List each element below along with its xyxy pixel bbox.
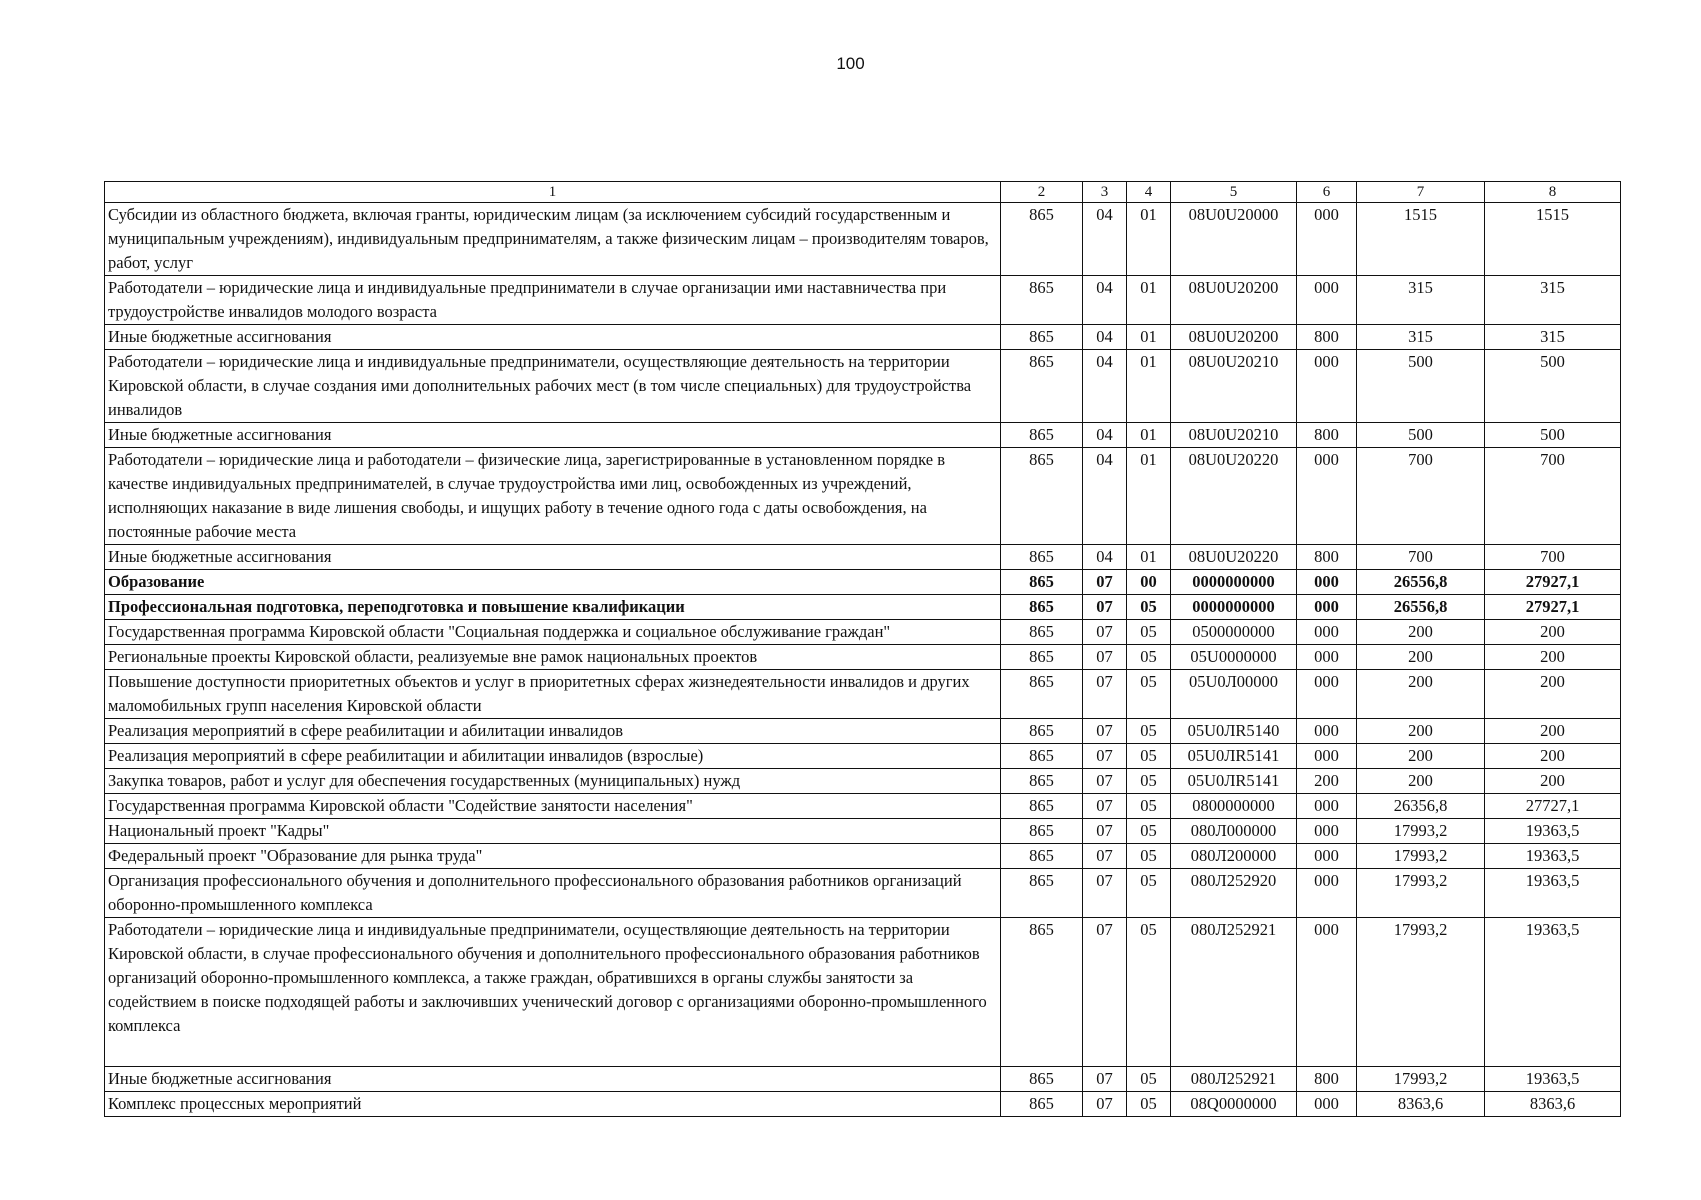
target-article-cell: 080Л200000 [1171,844,1297,869]
target-article-cell: 0500000000 [1171,620,1297,645]
amount-year1-cell: 200 [1357,645,1485,670]
amount-year2-cell: 500 [1485,350,1621,423]
table-row [105,769,1621,794]
table-row [105,350,1621,423]
admin-code-cell: 865 [1001,670,1083,719]
subsection-cell: 05 [1127,744,1171,769]
row-name-cell: Профессиональная подготовка, переподготовка и повышение квалификации [105,595,1001,620]
table-row [105,794,1621,819]
header-cell: 2 [1001,182,1083,203]
target-article-cell: 05U0ЛR5141 [1171,744,1297,769]
amount-year2-cell: 27927,1 [1485,570,1621,595]
amount-year1-cell: 500 [1357,423,1485,448]
amount-year2-cell: 315 [1485,325,1621,350]
target-article-cell: 08Q0000000 [1171,1092,1297,1117]
table-row [105,819,1621,844]
header-cell: 6 [1297,182,1357,203]
subsection-cell: 05 [1127,869,1171,918]
amount-year1-cell: 26556,8 [1357,570,1485,595]
table-row [105,1067,1621,1092]
admin-code-cell: 865 [1001,819,1083,844]
table-row [105,423,1621,448]
amount-year2-cell: 700 [1485,545,1621,570]
amount-year2-cell: 19363,5 [1485,1067,1621,1092]
expense-type-cell: 000 [1297,276,1357,325]
expense-type-cell: 000 [1297,670,1357,719]
header-cell: 5 [1171,182,1297,203]
amount-year2-cell: 500 [1485,423,1621,448]
expense-type-cell: 000 [1297,645,1357,670]
subsection-cell: 01 [1127,350,1171,423]
admin-code-cell: 865 [1001,844,1083,869]
row-name-cell: Иные бюджетные ассигнования [105,325,1001,350]
row-name-cell: Региональные проекты Кировской области, реализуемые вне рамок национальных проектов [105,645,1001,670]
admin-code-cell: 865 [1001,744,1083,769]
target-article-cell: 05U0Л00000 [1171,670,1297,719]
target-article-cell: 08U0U20220 [1171,545,1297,570]
amount-year1-cell: 315 [1357,276,1485,325]
amount-year1-cell: 17993,2 [1357,918,1485,1067]
amount-year2-cell: 1515 [1485,203,1621,276]
section-cell: 07 [1083,819,1127,844]
target-article-cell: 0000000000 [1171,570,1297,595]
expense-type-cell: 800 [1297,423,1357,448]
expense-type-cell: 800 [1297,325,1357,350]
target-article-cell: 08U0U20210 [1171,350,1297,423]
section-cell: 07 [1083,1092,1127,1117]
admin-code-cell: 865 [1001,645,1083,670]
target-article-cell: 05U0000000 [1171,645,1297,670]
table-row [105,448,1621,545]
section-cell: 07 [1083,869,1127,918]
target-article-cell: 0800000000 [1171,794,1297,819]
target-article-cell: 08U0U20200 [1171,325,1297,350]
admin-code-cell: 865 [1001,620,1083,645]
subsection-cell: 05 [1127,620,1171,645]
table-row [105,744,1621,769]
amount-year2-cell: 19363,5 [1485,869,1621,918]
row-name-cell: Национальный проект "Кадры" [105,819,1001,844]
amount-year2-cell: 19363,5 [1485,844,1621,869]
subsection-cell: 01 [1127,448,1171,545]
subsection-cell: 05 [1127,645,1171,670]
table-row [105,570,1621,595]
admin-code-cell: 865 [1001,448,1083,545]
section-cell: 07 [1083,645,1127,670]
row-name-cell: Иные бюджетные ассигнования [105,545,1001,570]
amount-year1-cell: 700 [1357,545,1485,570]
amount-year1-cell: 200 [1357,769,1485,794]
target-article-cell: 08U0U20210 [1171,423,1297,448]
table-body [105,203,1621,1117]
amount-year1-cell: 17993,2 [1357,819,1485,844]
row-name-cell: Работодатели – юридические лица и индивидуальные предприниматели, осуществляющие деятельность на территории Кировской области, в случае создания ими дополнительных рабочих мест (в том числе специальных) для трудоустройства инвалидов [105,350,1001,423]
expense-type-cell: 000 [1297,869,1357,918]
subsection-cell: 05 [1127,844,1171,869]
section-cell: 07 [1083,794,1127,819]
subsection-cell: 01 [1127,545,1171,570]
expense-type-cell: 000 [1297,794,1357,819]
amount-year2-cell: 19363,5 [1485,918,1621,1067]
subsection-cell: 05 [1127,1067,1171,1092]
target-article-cell: 08U0U20220 [1171,448,1297,545]
section-cell: 07 [1083,595,1127,620]
expense-type-cell: 000 [1297,918,1357,1067]
amount-year1-cell: 200 [1357,719,1485,744]
admin-code-cell: 865 [1001,423,1083,448]
subsection-cell: 05 [1127,819,1171,844]
row-name-cell: Иные бюджетные ассигнования [105,423,1001,448]
target-article-cell: 080Л252920 [1171,869,1297,918]
amount-year2-cell: 200 [1485,645,1621,670]
table-row [105,670,1621,719]
target-article-cell: 05U0ЛR5140 [1171,719,1297,744]
target-article-cell: 080Л252921 [1171,1067,1297,1092]
admin-code-cell: 865 [1001,325,1083,350]
section-cell: 07 [1083,844,1127,869]
amount-year1-cell: 1515 [1357,203,1485,276]
table-row [105,1092,1621,1117]
row-name-cell: Федеральный проект "Образование для рынка труда" [105,844,1001,869]
row-name-cell: Работодатели – юридические лица и индивидуальные предприниматели, осуществляющие деятельность на территории Кировской области, в случае профессионального обучения и дополнительного профессионального образования работников организаций оборонно-промышленного комплекса, а также граждан, обратившихся в органы службы занятости за содействием в поиске подходящей работы и заключивших ученический договор с организациями оборонно-промышленного комплекса [105,918,1001,1067]
row-name-cell: Реализация мероприятий в сфере реабилитации и абилитации инвалидов [105,719,1001,744]
admin-code-cell: 865 [1001,1067,1083,1092]
table-row [105,203,1621,276]
target-article-cell: 08U0U20000 [1171,203,1297,276]
amount-year2-cell: 27927,1 [1485,595,1621,620]
expense-type-cell: 000 [1297,819,1357,844]
table-row [105,645,1621,670]
expense-type-cell: 000 [1297,1092,1357,1117]
admin-code-cell: 865 [1001,794,1083,819]
header-row [105,182,1621,203]
section-cell: 07 [1083,1067,1127,1092]
header-cell: 3 [1083,182,1127,203]
amount-year2-cell: 8363,6 [1485,1092,1621,1117]
amount-year2-cell: 200 [1485,719,1621,744]
subsection-cell: 05 [1127,670,1171,719]
target-article-cell: 080Л000000 [1171,819,1297,844]
subsection-cell: 00 [1127,570,1171,595]
expense-type-cell: 000 [1297,570,1357,595]
row-name-cell: Государственная программа Кировской области "Социальная поддержка и социальное обслуживание граждан" [105,620,1001,645]
table-row [105,545,1621,570]
amount-year2-cell: 200 [1485,769,1621,794]
header-cell: 8 [1485,182,1621,203]
table-row [105,595,1621,620]
row-name-cell: Иные бюджетные ассигнования [105,1067,1001,1092]
table-row [105,844,1621,869]
amount-year1-cell: 315 [1357,325,1485,350]
header-cell: 4 [1127,182,1171,203]
admin-code-cell: 865 [1001,570,1083,595]
amount-year1-cell: 26356,8 [1357,794,1485,819]
target-article-cell: 0000000000 [1171,595,1297,620]
admin-code-cell: 865 [1001,276,1083,325]
admin-code-cell: 865 [1001,595,1083,620]
section-cell: 07 [1083,918,1127,1067]
row-name-cell: Работодатели – юридические лица и индивидуальные предприниматели в случае организации ими наставничества при трудоустройстве инвалидов молодого возраста [105,276,1001,325]
admin-code-cell: 865 [1001,719,1083,744]
amount-year1-cell: 700 [1357,448,1485,545]
table-row [105,869,1621,918]
subsection-cell: 01 [1127,325,1171,350]
row-name-cell: Закупка товаров, работ и услуг для обеспечения государственных (муниципальных) нужд [105,769,1001,794]
amount-year1-cell: 500 [1357,350,1485,423]
admin-code-cell: 865 [1001,545,1083,570]
amount-year1-cell: 200 [1357,670,1485,719]
subsection-cell: 05 [1127,794,1171,819]
subsection-cell: 05 [1127,595,1171,620]
table-row [105,620,1621,645]
subsection-cell: 05 [1127,1092,1171,1117]
table-row [105,918,1621,1067]
header-cell: 1 [105,182,1001,203]
amount-year1-cell: 17993,2 [1357,869,1485,918]
subsection-cell: 05 [1127,769,1171,794]
target-article-cell: 05U0ЛR5141 [1171,769,1297,794]
section-cell: 04 [1083,423,1127,448]
expense-type-cell: 200 [1297,769,1357,794]
row-name-cell: Реализация мероприятий в сфере реабилитации и абилитации инвалидов (взрослые) [105,744,1001,769]
amount-year2-cell: 200 [1485,620,1621,645]
section-cell: 04 [1083,276,1127,325]
section-cell: 04 [1083,350,1127,423]
expense-type-cell: 800 [1297,545,1357,570]
amount-year2-cell: 19363,5 [1485,819,1621,844]
subsection-cell: 05 [1127,719,1171,744]
expense-type-cell: 000 [1297,203,1357,276]
section-cell: 07 [1083,719,1127,744]
expense-type-cell: 800 [1297,1067,1357,1092]
amount-year2-cell: 700 [1485,448,1621,545]
admin-code-cell: 865 [1001,869,1083,918]
row-name-cell: Образование [105,570,1001,595]
amount-year1-cell: 200 [1357,620,1485,645]
subsection-cell: 01 [1127,276,1171,325]
row-name-cell: Государственная программа Кировской области "Содействие занятости населения" [105,794,1001,819]
budget-table [104,181,1621,1117]
expense-type-cell: 000 [1297,620,1357,645]
amount-year1-cell: 200 [1357,744,1485,769]
admin-code-cell: 865 [1001,1092,1083,1117]
section-cell: 07 [1083,620,1127,645]
amount-year2-cell: 200 [1485,670,1621,719]
row-name-cell: Организация профессионального обучения и дополнительного профессионального образования работников организаций оборонно-промышленного комплекса [105,869,1001,918]
row-name-cell: Комплекс процессных мероприятий [105,1092,1001,1117]
amount-year1-cell: 26556,8 [1357,595,1485,620]
target-article-cell: 080Л252921 [1171,918,1297,1067]
amount-year2-cell: 315 [1485,276,1621,325]
amount-year1-cell: 17993,2 [1357,1067,1485,1092]
row-name-cell: Работодатели – юридические лица и работодатели – физические лица, зарегистрированные в установленном порядке в качестве индивидуальных предпринимателей, в случае трудоустройства ими лиц, освобожденных из учреждений, исполняющих наказание в виде лишения свободы, и ищущих работу в течение одного года с даты освобождения, на постоянные рабочие места [105,448,1001,545]
admin-code-cell: 865 [1001,203,1083,276]
section-cell: 04 [1083,545,1127,570]
subsection-cell: 01 [1127,203,1171,276]
expense-type-cell: 000 [1297,448,1357,545]
admin-code-cell: 865 [1001,350,1083,423]
amount-year1-cell: 8363,6 [1357,1092,1485,1117]
section-cell: 04 [1083,448,1127,545]
expense-type-cell: 000 [1297,844,1357,869]
row-name-cell: Повышение доступности приоритетных объектов и услуг в приоритетных сферах жизнедеятельности инвалидов и других маломобильных групп населения Кировской области [105,670,1001,719]
admin-code-cell: 865 [1001,918,1083,1067]
section-cell: 07 [1083,744,1127,769]
row-name-cell: Субсидии из областного бюджета, включая гранты, юридическим лицам (за исключением субсидий государственным и муниципальным учреждениям), индивидуальным предпринимателям, а также физическим лицам – производителям товаров, работ, услуг [105,203,1001,276]
section-cell: 04 [1083,325,1127,350]
table-row [105,325,1621,350]
admin-code-cell: 865 [1001,769,1083,794]
page-number: 100 [836,54,865,73]
section-cell: 07 [1083,570,1127,595]
target-article-cell: 08U0U20200 [1171,276,1297,325]
section-cell: 04 [1083,203,1127,276]
table-row [105,276,1621,325]
expense-type-cell: 000 [1297,744,1357,769]
expense-type-cell: 000 [1297,350,1357,423]
amount-year2-cell: 200 [1485,744,1621,769]
expense-type-cell: 000 [1297,595,1357,620]
subsection-cell: 05 [1127,918,1171,1067]
expense-type-cell: 000 [1297,719,1357,744]
table-row [105,719,1621,744]
section-cell: 07 [1083,670,1127,719]
subsection-cell: 01 [1127,423,1171,448]
amount-year1-cell: 17993,2 [1357,844,1485,869]
section-cell: 07 [1083,769,1127,794]
amount-year2-cell: 27727,1 [1485,794,1621,819]
header-cell: 7 [1357,182,1485,203]
